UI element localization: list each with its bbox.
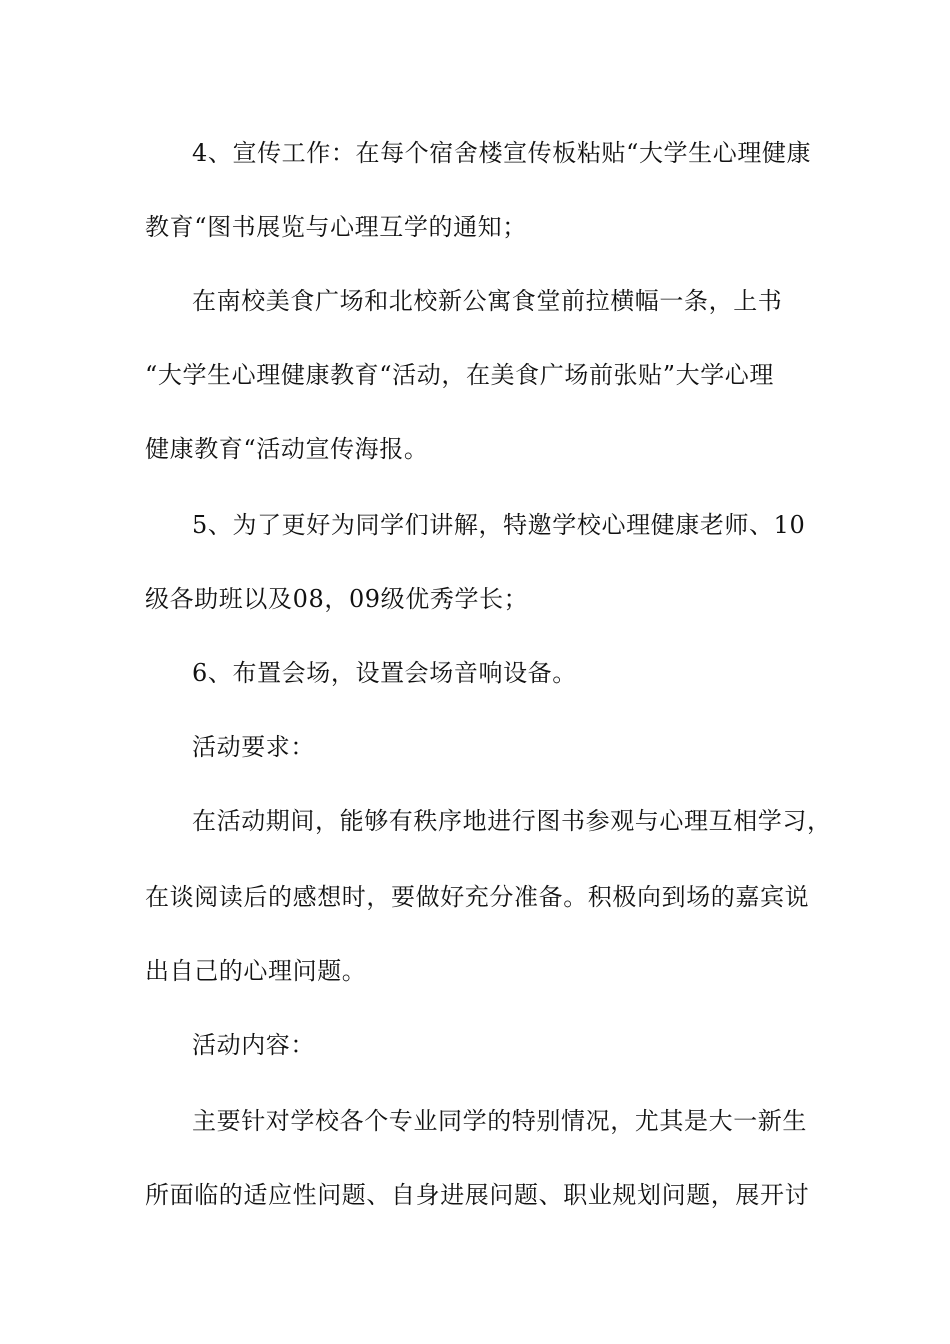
paragraph-line: 在活动期间，能够有秩序地进行图书参观与心理互相学习， (192, 807, 832, 835)
paragraph-line: 6、布置会场，设置会场音响设备。 (192, 659, 577, 687)
paragraph-line: 4、宣传工作：在每个宿舍楼宣传板粘贴“大学生心理健康 (192, 139, 812, 167)
paragraph-line: 在谈阅读后的感想时，要做好充分准备。积极向到场的嘉宾说 (145, 883, 810, 911)
paragraph-line: 级各助班以及08，09级优秀学长； (145, 585, 529, 613)
paragraph-line: 所面临的适应性问题、自身进展问题、职业规划问题，展开讨 (145, 1181, 810, 1209)
paragraph-line: 出自己的心理问题。 (145, 957, 367, 985)
paragraph-line: “大学生心理健康教育“活动，在美食广场前张贴”大学心理 (145, 361, 775, 389)
paragraph-line: 健康教育“活动宣传海报。 (145, 435, 429, 463)
paragraph-line: 在南校美食广场和北校新公寓食堂前拉横幅一条，上书 (192, 287, 783, 315)
paragraph-line: 5、为了更好为同学们讲解，特邀学校心理健康老师、10 (192, 511, 806, 539)
section-heading: 活动内容： (192, 1031, 315, 1059)
paragraph-line: 主要针对学校各个专业同学的特别情况，尤其是大一新生 (192, 1107, 807, 1135)
section-heading: 活动要求： (192, 733, 315, 761)
paragraph-line: 教育“图书展览与心理互学的通知； (145, 213, 527, 241)
